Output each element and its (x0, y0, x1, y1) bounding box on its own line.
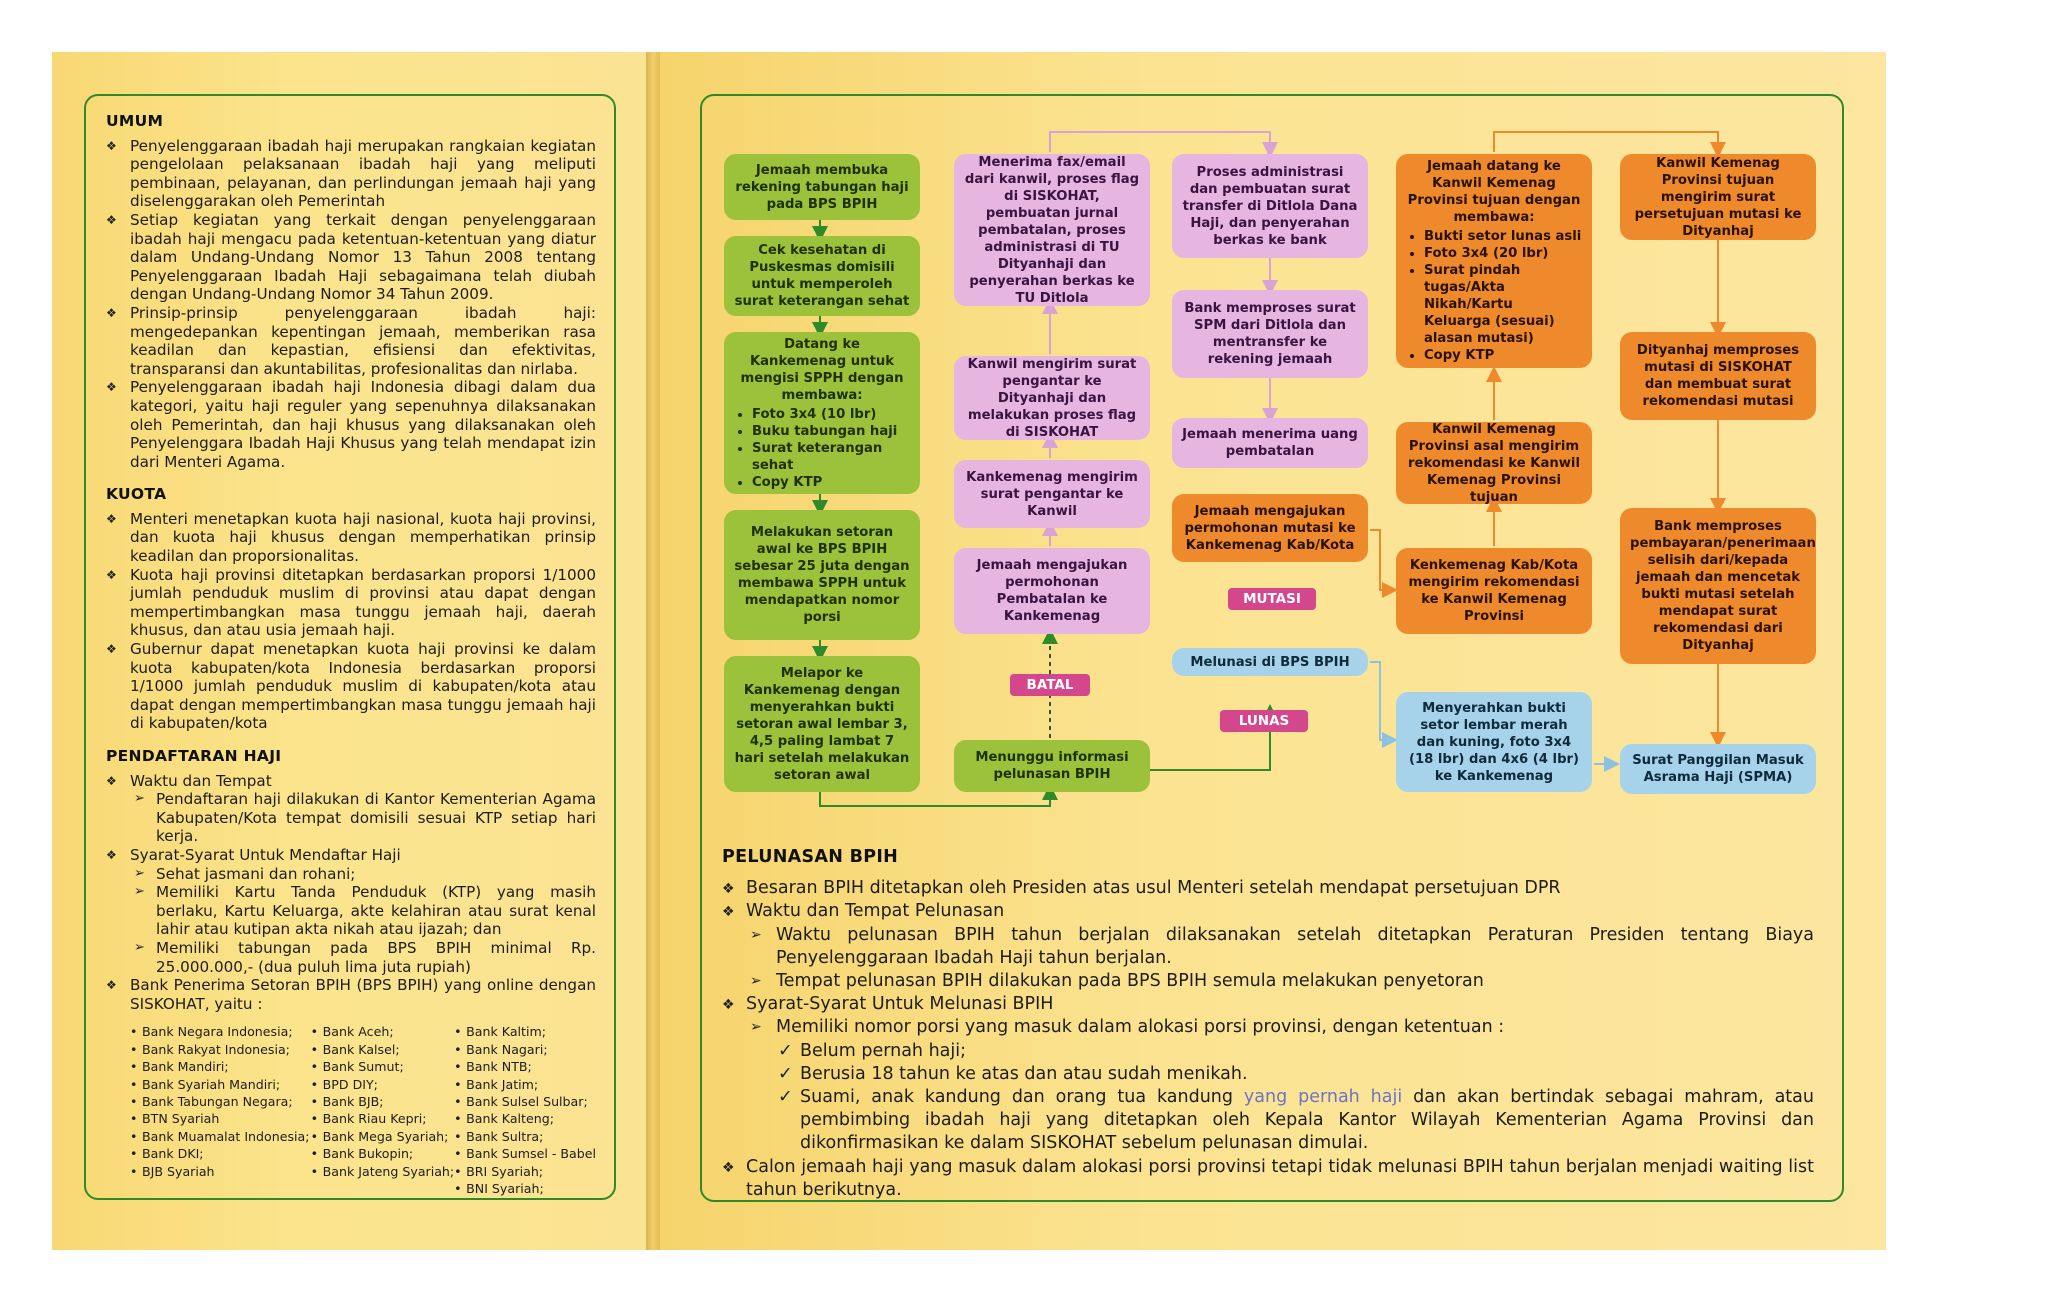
bank-item: • Bank Jatim; (454, 1076, 596, 1093)
list-item: ❖ Penyelenggaraan ibadah haji Indonesia dibagi dalam dua kategori, yaitu haji reguler yang sepenuhnya dilaksanakan oleh Pemerintah, dan haji khusus yang dilaksanakan oleh Penyelenggara Ibadah Haji Khusus yang telah mendapat izin dari Menteri Agama. (106, 378, 596, 471)
kanwil-title: Jemaah datang ke Kanwil Kemenag Provinsi tujuan dengan membawa: (1407, 159, 1581, 225)
flow-step-kanwil-origin: Kanwil Kemenag Provinsi asal mengirim rekomendasi ke Kanwil Kemenag Provinsi tujuan (1396, 422, 1592, 504)
bank-item: • Bank NTB; (454, 1058, 596, 1075)
bank-item: • Bank DKI; (130, 1145, 311, 1162)
section-title: KUOTA (106, 485, 167, 504)
section-pelunasan (722, 846, 1814, 1202)
section-pendaftaran (106, 747, 596, 1197)
bank-item: • BRI Syariah; (454, 1163, 596, 1180)
bank-item: • Bank Sumsel - Babel (454, 1145, 596, 1162)
spph-list (734, 406, 910, 491)
list-subitem: ➢ Pendaftaran haji dilakukan di Kantor Kementerian Agama Kabupaten/Kota tempat domisili sesuai KTP setiap hari kerja. (130, 790, 596, 846)
list-item: ❖ Gubernur dapat menetapkan kuota haji provinsi ke dalam kuota kabupaten/kota Indonesia berdasarkan proporsi 1/1000 jumlah penduduk muslim di kabupaten/kota atau dapat dengan mempertimbangkan masa tunggu jemaah haji di kabupaten/kota (106, 640, 596, 733)
list-item: • Buku tabungan haji (752, 423, 910, 440)
list-item: ❖ Kuota haji provinsi ditetapkan berdasarkan proporsi 1/1000 jumlah penduduk muslim di provinsi atau dapat dengan mempertimbangkan masa tunggu jemaah haji, daerah khusus, dan atau usia jemaah haji. (106, 566, 596, 640)
list-item: • Surat pindah tugas/Akta Nikah/Kartu Keluarga (sesuai) alasan mutasi) (1424, 262, 1582, 347)
list-item: • Foto 3x4 (10 lbr) (752, 406, 910, 423)
list-item: ❖ Calon jemaah haji yang masuk dalam alokasi porsi provinsi tetapi tidak melunasi BPIH tahun berjalan menjadi waiting list tahun berikutnya. (722, 1156, 1814, 1202)
flow-step-kankemenag-letter: Kankemenag mengirim surat pengantar ke Kanwil (954, 460, 1150, 528)
check-item: ✓ Belum pernah haji; (776, 1040, 1814, 1063)
flow-step-submit-proof: Menyerahkan bukti setor lembar merah dan kuning, foto 3x4 (18 lbr) dan 4x6 (4 lbr) ke Kankemenag (1396, 692, 1592, 792)
bank-item: • Bank Sultra; (454, 1128, 596, 1145)
check-text: dan akan bertindak sebagai mahram, atau pembimbing ibadah haji yang ditetapkan oleh Kepala Kantor Wilayah Kementerian Agama Provinsi dan dikonfirmasikan ke dalam SISKOHAT sebelum pelunasan dimulai. (800, 1087, 1814, 1154)
list-item: ❖ Prinsip-prinsip penyelenggaraan ibadah haji: mengedepankan kepentingan jemaah, memberikan rasa keadilan dan kepastian, efisiensi dan efektivitas, transparansi dan akuntabilitas, profesionalitas dan nirlaba. (106, 304, 596, 378)
bank-item: • Bank Kalteng; (454, 1110, 596, 1127)
flow-step-spph (724, 332, 920, 494)
bank-item: • Bank Negara Indonesia; (130, 1023, 311, 1040)
syarat-pelunasan-title: Syarat-Syarat Untuk Melunasi BPIH (746, 994, 1054, 1015)
list-item: • Copy KTP (1424, 347, 1582, 364)
bank-item: • Bank Jateng Syariah; (311, 1163, 455, 1180)
bank-item: • Bank Aceh; (311, 1023, 455, 1040)
list-subitem: ➢ Waktu pelunasan BPIH tahun berjalan dilaksanakan setelah ditetapkan Peraturan Presiden tentang Biaya Penyelenggaraan Ibadah Haji tahun berjalan. (746, 924, 1814, 970)
flow-step-mutation-request: Jemaah mengajukan permohonan mutasi ke Kankemenag Kab/Kota (1172, 494, 1368, 562)
bank-item: • Bank Rakyat Indonesia; (130, 1041, 311, 1058)
bank-item: • Bank Syariah Mandiri; (130, 1076, 311, 1093)
bank-item: • Bank Bukopin; (311, 1145, 455, 1162)
list-item (722, 993, 1814, 1155)
list-subitem (746, 1016, 1814, 1155)
bank-list (106, 1023, 596, 1197)
flow-step-dityanhaj-process: Dityanhaj memproses mutasi di SISKOHAT dan membuat surat rekomendasi mutasi (1620, 332, 1816, 420)
section-title: PELUNASAN BPIH (722, 847, 899, 867)
check-text: Suami, anak kandung dan orang tua kandung (800, 1087, 1244, 1108)
list-item: ❖ Menteri menetapkan kuota haji nasional, kuota haji provinsi, dan kuota haji khusus dengan memperhatikan prinsip keadilan dan proporsionalitas. (106, 510, 596, 566)
syarat-title: Syarat-Syarat Untuk Mendaftar Haji (130, 845, 401, 864)
bank-column-1 (130, 1023, 311, 1197)
flow-step-pay-off: Melunasi di BPS BPIH (1172, 648, 1368, 676)
flow-step-admin-transfer: Proses administrasi dan pembuatan surat transfer di Ditlola Dana Haji, dan penyerahan berkas ke bank (1172, 154, 1368, 258)
list-item (106, 772, 596, 846)
list-subitem: ➢ Memiliki tabungan pada BPS BPIH minimal Rp. 25.000.000,- (dua puluh lima juta rupiah) (130, 939, 596, 976)
highlight-text: yang pernah haji (1243, 1087, 1403, 1108)
label-lunas: LUNAS (1220, 710, 1308, 732)
list-item: • Bukti setor lunas asli (1424, 228, 1582, 245)
bank-item: • BTN Syariah (130, 1110, 311, 1127)
bank-column-3 (454, 1023, 596, 1197)
waktu-pelunasan-title: Waktu dan Tempat Pelunasan (746, 901, 1005, 922)
flow-step-bank-mutation: Bank memproses pembayaran/penerimaan selisih dari/kepada jemaah dan mencetak bukti mutasi setelah mendapat surat rekomendasi dari Dityanhaj (1620, 508, 1816, 664)
list-item: • Surat keterangan sehat (752, 440, 910, 474)
flow-step-kanwil-letter: Kanwil mengirim surat pengantar ke Dityanhaji dan melakukan proses flag di SISKOHAT (954, 356, 1150, 440)
kanwil-list (1406, 228, 1582, 364)
list-item (722, 900, 1814, 993)
section-title: PENDAFTARAN HAJI (106, 747, 282, 765)
section-title: UMUM (106, 112, 164, 130)
bank-item: • BPD DIY; (311, 1076, 455, 1093)
bank-item: • BNI Syariah; (454, 1180, 596, 1197)
flow-step-health-check: Cek kesehatan di Puskesmas domisili untuk memperoleh surat keterangan sehat (724, 236, 920, 316)
flow-step-kenkemenag-recommend: Kenkemenag Kab/Kota mengirim rekomendasi ke Kanwil Kemenag Provinsi (1396, 548, 1592, 634)
section-kuota (106, 485, 596, 733)
list-item: ❖ Setiap kegiatan yang terkait dengan penyelenggaraan ibadah haji mengacu pada ketentuan-ketentuan yang diatur dalam Undang-Undang Nomor 13 Tahun 2008 tentang Penyelenggaraan Ibadah Haji sebagaimana telah diubah dengan Undang-Undang Nomor 34 Tahun 2009. (106, 211, 596, 304)
bank-item: • Bank Riau Kepri; (311, 1110, 455, 1127)
bank-item: • Bank Kalsel; (311, 1041, 455, 1058)
list-item: ❖ Penyelenggaraan ibadah haji merupakan rangkaian kegiatan pengelolaan pelaksanaan ibadah haji yang meliputi pembinaan, pelayanan, dan perlindungan jemaah haji yang diselenggarakan oleh Pemerintah (106, 137, 596, 211)
list-item: • Copy KTP (752, 474, 910, 491)
list-subitem: ➢ Memiliki Kartu Tanda Penduduk (KTP) yang masih berlaku, Kartu Keluarga, akte kelahiran atau surat kenal lahir atau kutipan akta nikah atau ijazah; dan (130, 883, 596, 939)
bank-item: • Bank Sulsel Sulbar; (454, 1093, 596, 1110)
bank-column-2 (311, 1023, 455, 1197)
left-content (106, 112, 596, 1211)
list-item (106, 846, 596, 976)
flow-step-bank-spm: Bank memproses surat SPM dari Ditlola dan mentransfer ke rekening jemaah (1172, 290, 1368, 378)
bank-item: • Bank Kaltim; (454, 1023, 596, 1040)
flow-step-receive-fax: Menerima fax/email dari kanwil, proses flag di SISKOHAT, pembuatan jurnal pembatalan, proses administrasi di TU Dityanhaji dan penyerahan berkas ke TU Ditlola (954, 154, 1150, 306)
list-subitem: ➢ Tempat pelunasan BPIH dilakukan pada BPS BPIH semula melakukan penyetoran (746, 970, 1814, 993)
list-subitem: ➢ Sehat jasmani dan rohani; (130, 865, 596, 884)
bank-item: • BJB Syariah (130, 1163, 311, 1180)
flow-step-kanwil-approval: Kanwil Kemenag Provinsi tujuan mengirim surat persetujuan mutasi ke Dityanhaj (1620, 154, 1816, 240)
label-batal: BATAL (1010, 674, 1090, 696)
flow-step-wait: Menunggu informasi pelunasan BPIH (954, 740, 1150, 792)
waktu-title: Waktu dan Tempat (130, 771, 272, 790)
flow-step-initial-deposit: Melakukan setoran awal ke BPS BPIH sebesar 25 juta dengan membawa SPPH untuk mendapatkan nomor porsi (724, 510, 920, 640)
check-item (776, 1086, 1814, 1156)
bank-item: • Bank Mandiri; (130, 1058, 311, 1075)
flow-step-cancel-request: Jemaah mengajukan permohonan Pembatalan ke Kankemenag (954, 548, 1150, 634)
bank-item: • Bank Nagari; (454, 1041, 596, 1058)
bank-item: • Bank Tabungan Negara; (130, 1093, 311, 1110)
flow-step-open-account: Jemaah membuka rekening tabungan haji pada BPS BPIH (724, 154, 920, 220)
list-item: ❖ Besaran BPIH ditetapkan oleh Presiden atas usul Menteri setelah mendapat persetujuan DPR (722, 877, 1814, 900)
spph-title: Datang ke Kankemenag untuk mengisi SPPH dengan membawa: (740, 336, 904, 403)
syarat-text: Memiliki nomor porsi yang masuk dalam alokasi porsi provinsi, dengan ketentuan : (776, 1017, 1505, 1038)
section-umum (106, 112, 596, 471)
flow-step-report: Melapor ke Kankemenag dengan menyerahkan bukti setoran awal lembar 3, 4,5 paling lambat 7 hari setelah melakukan setoran awal (724, 656, 920, 792)
flow-step-receive-refund: Jemaah menerima uang pembatalan (1172, 418, 1368, 468)
list-item: ❖ Bank Penerima Setoran BPIH (BPS BPIH) yang online dengan SISKOHAT, yaitu : (106, 976, 596, 1013)
fold-line (646, 52, 660, 1250)
bank-item: • Bank Muamalat Indonesia; (130, 1128, 311, 1145)
list-item: • Foto 3x4 (20 lbr) (1424, 245, 1582, 262)
label-mutasi: MUTASI (1228, 588, 1316, 610)
flow-step-kanwil-destination (1396, 154, 1592, 368)
flow-step-spma: Surat Panggilan Masuk Asrama Haji (SPMA) (1620, 744, 1816, 794)
check-item: ✓ Berusia 18 tahun ke atas dan atau sudah menikah. (776, 1063, 1814, 1086)
bank-item: • Bank Mega Syariah; (311, 1128, 455, 1145)
bank-item: • Bank BJB; (311, 1093, 455, 1110)
bank-item: • Bank Sumut; (311, 1058, 455, 1075)
